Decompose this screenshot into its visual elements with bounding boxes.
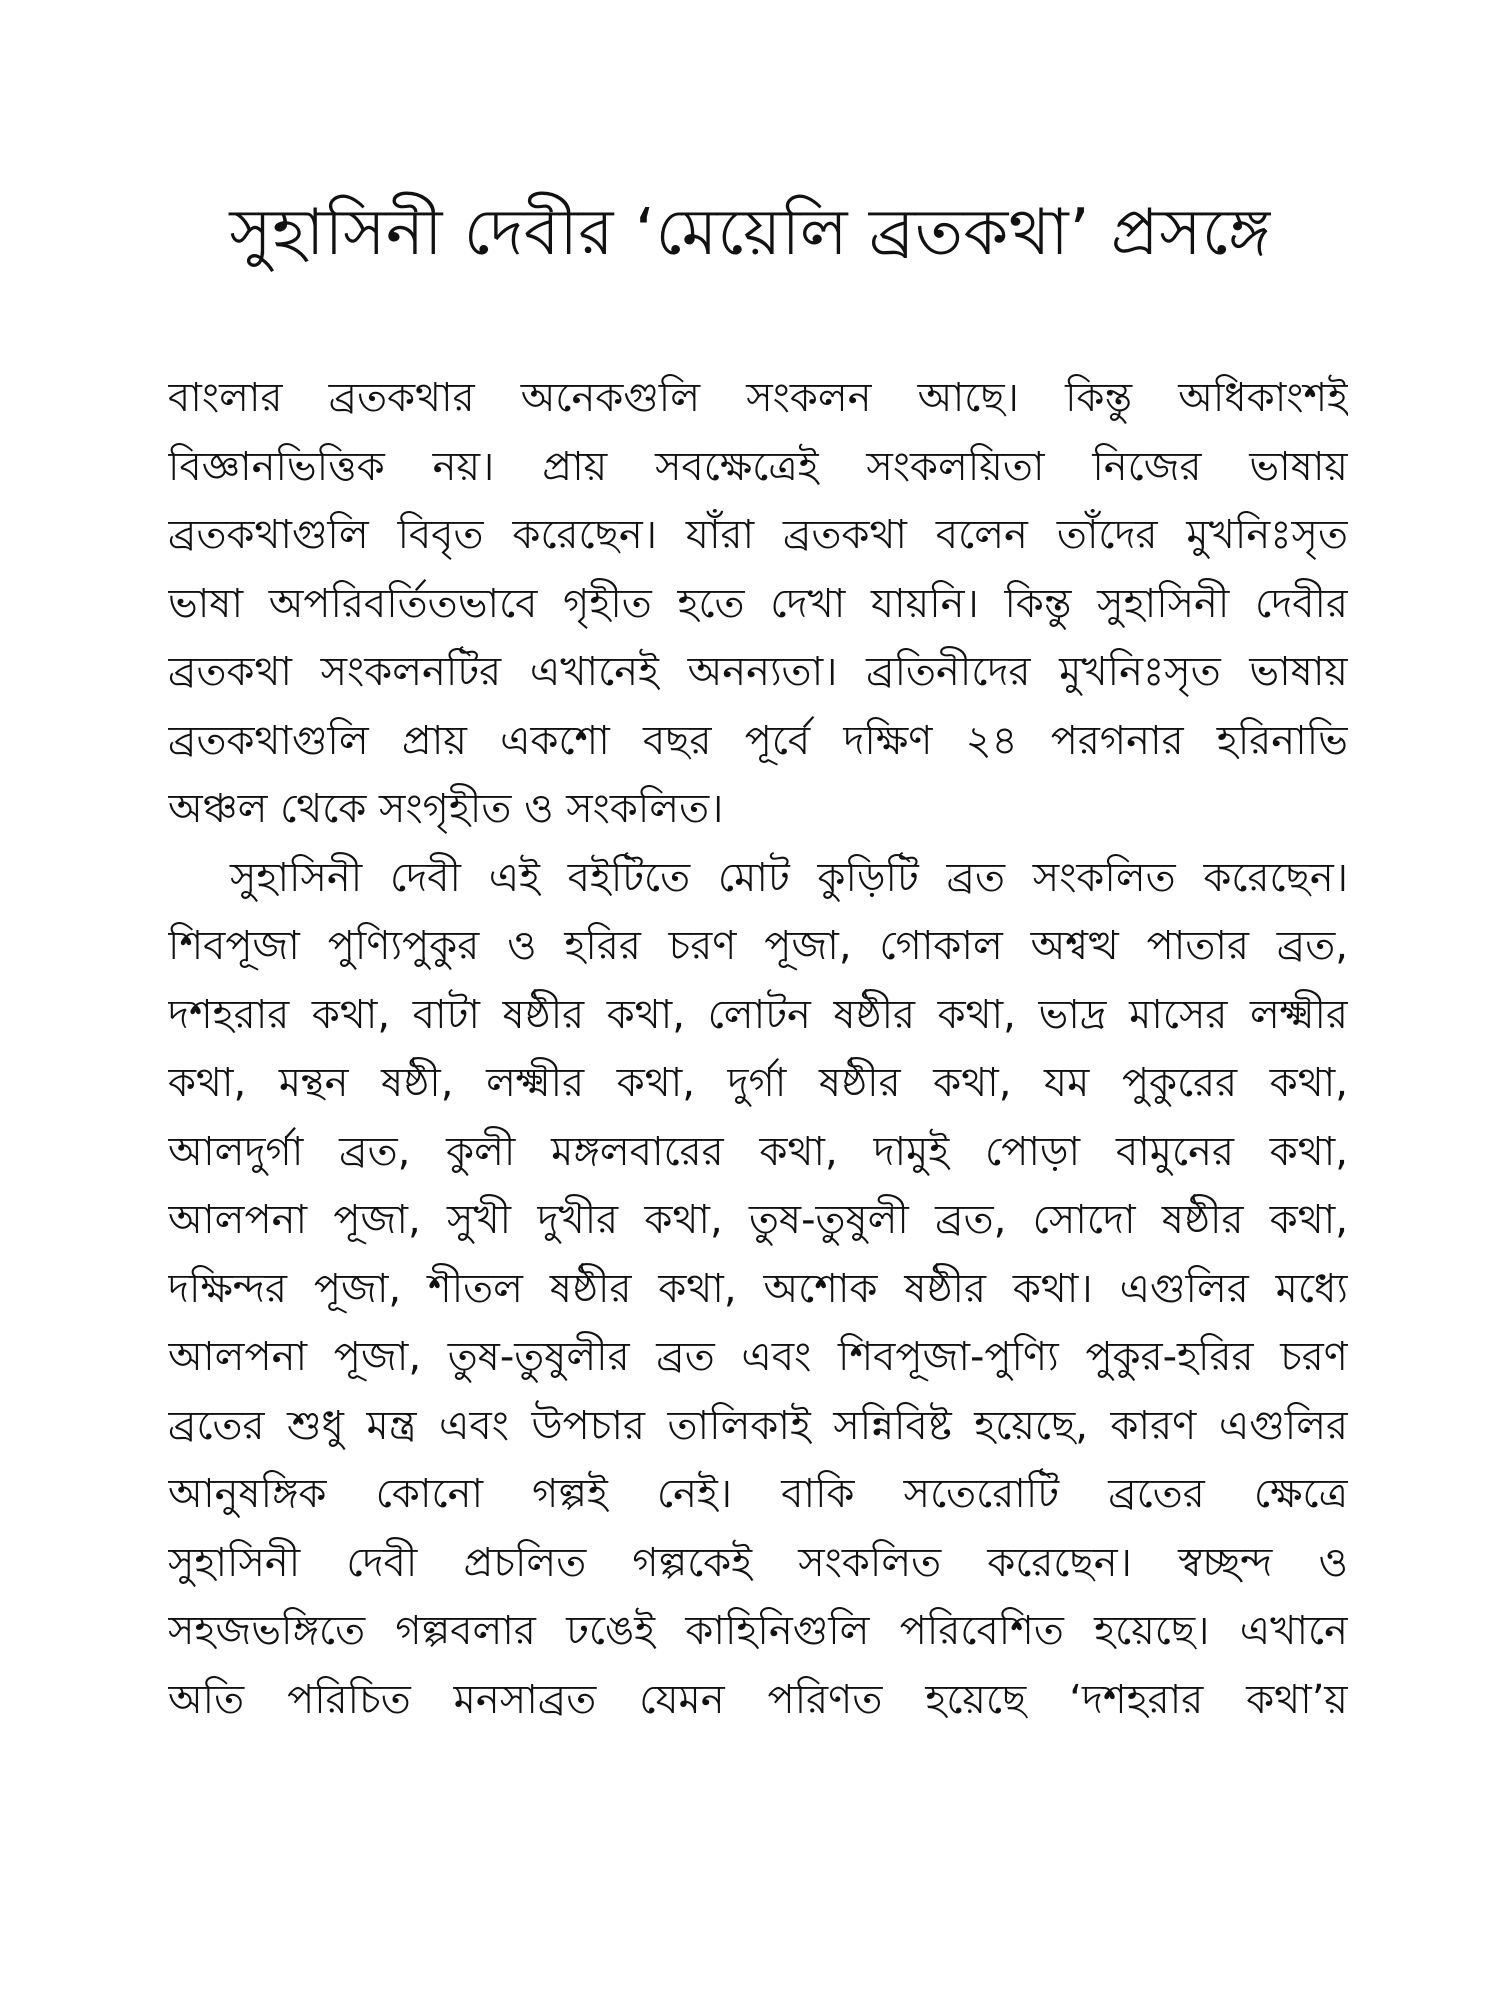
page-title: সুহাসিনী দেবীর ‘মেয়েলি ব্রতকথা’ প্রসঙ্গে <box>229 196 1271 270</box>
text-line: দশহরার কথা, বাটা ষষ্ঠীর কথা, লোটন ষষ্ঠীর কথা, ভাদ্র মাসের লক্ষ্মীর <box>168 991 1348 1038</box>
text-line: ব্রতের শুধু মন্ত্র এবং উপচার তালিকাই সন্নিবিষ্ট হয়েছে, কারণ এগুলির <box>168 1402 1348 1449</box>
body-text <box>168 364 1348 1734</box>
text-line: অঞ্চল থেকে সংগৃহীত ও সংকলিত। <box>168 786 724 832</box>
text-line: আলদুর্গা ব্রত, কুলী মঙ্গলবারের কথা, দামুই পোড়া বামুনের কথা, <box>168 1128 1348 1175</box>
text-line: শিবপূজা পুণ্যিপুকুর ও হরির চরণ পূজা, গোকাল অশ্বত্থ পাতার ব্রত, <box>168 923 1348 969</box>
text-line: বাংলার ব্রতকথার অনেকগুলি সংকলন আছে। কিন্তু অধিকাংশই <box>168 375 1348 421</box>
text-line: সহজভঙ্গিতে গল্পবলার ঢঙেই কাহিনিগুলি পরিবেশিত হয়েছে। এখানে <box>168 1608 1348 1654</box>
text-line: আলপনা পূজা, সুখী দুখীর কথা, তুষ-তুষুলী ব্রত, সোদো ষষ্ঠীর কথা, <box>168 1197 1348 1243</box>
text-line: আলপনা পূজা, তুষ-তুষুলীর ব্রত এবং শিবপূজা-পুণ্যি পুকুর-হরির চরণ <box>168 1334 1348 1380</box>
text-line: অতি পরিচিত মনসাব্রত যেমন পরিণত হয়েছে ‘দশহরার কথা’য় <box>168 1676 1348 1723</box>
text-line: আনুষঙ্গিক কোনো গল্পই নেই। বাকি সতেরোটি ব্রতের ক্ষেত্রে <box>168 1471 1348 1517</box>
text-line: দক্ষিন্দর পূজা, শীতল ষষ্ঠীর কথা, অশোক ষষ্ঠীর কথা। এগুলির মধ্যে <box>168 1265 1348 1312</box>
text-line: ব্রতকথা সংকলনটির এখানেই অনন্যতা। ব্রতিনীদের মুখনিঃসৃত ভাষায় <box>168 649 1348 695</box>
text-line: বিজ্ঞানভিত্তিক নয়। প্রায় সবক্ষেত্রেই সংকলয়িতা নিজের ভাষায় <box>168 443 1348 490</box>
text-line: ভাষা অপরিবর্তিতভাবে গৃহীত হতে দেখা যায়নি। কিন্তু সুহাসিনী দেবীর <box>168 580 1348 627</box>
text-line: সুহাসিনী দেবী প্রচলিত গল্পকেই সংকলিত করেছেন। স্বচ্ছন্দ ও <box>168 1539 1348 1586</box>
text-line: ব্রতকথাগুলি প্রায় একশো বছর পূর্বে দক্ষিণ ২৪ পরগনার হরিনাভি <box>168 717 1348 764</box>
text-line: কথা, মন্থন ষষ্ঠী, লক্ষ্মীর কথা, দুর্গা ষষ্ঠীর কথা, যম পুকুরের কথা, <box>168 1060 1348 1106</box>
text-line: সুহাসিনী দেবী এই বইটিতে মোট কুড়িটি ব্রত সংকলিত করেছেন। <box>230 854 1348 901</box>
text-line: ব্রতকথাগুলি বিবৃত করেছেন। যাঁরা ব্রতকথা বলেন তাঁদের মুখনিঃসৃত <box>168 512 1348 558</box>
